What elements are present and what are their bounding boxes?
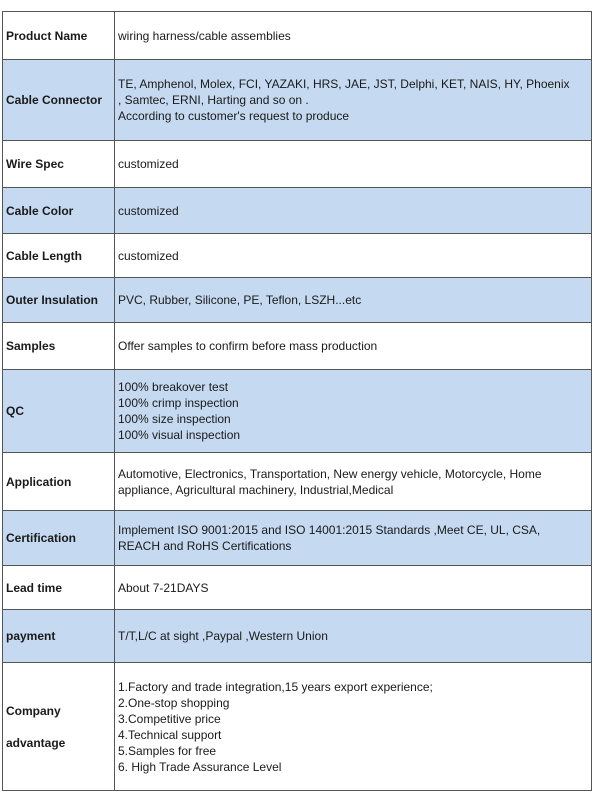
- value-line: 2.One-stop shopping: [118, 695, 230, 710]
- value-line: 4.Technical support: [118, 727, 222, 742]
- value-line: , Samtec, ERNI, Harting and so on .: [118, 93, 309, 107]
- value-line: REACH and RoHS Certifications: [118, 539, 292, 553]
- value-line: 100% crimp inspection: [118, 396, 239, 410]
- value-line: T/T,L/C at sight ,Paypal ,Western Union: [118, 629, 328, 643]
- row-label: Lead time: [3, 566, 115, 610]
- row-value: [115, 12, 592, 60]
- row-label: Wire Spec: [3, 141, 115, 188]
- table-row: [3, 566, 592, 610]
- table-row: [3, 278, 592, 323]
- table-row: [3, 663, 592, 791]
- row-label: QC: [3, 370, 115, 453]
- table-row: [3, 511, 592, 566]
- row-label: payment: [3, 610, 115, 663]
- row-label: Cable Length: [3, 234, 115, 278]
- row-value: [115, 566, 592, 610]
- row-label: Product Name: [3, 12, 115, 60]
- value-line: customized: [118, 203, 179, 218]
- value-line: 6. High Trade Assurance Level: [118, 759, 282, 774]
- value-line: 100% visual inspection: [118, 428, 241, 442]
- value-line: appliance, Agricultural machinery, Industrial,Medical: [118, 482, 394, 497]
- table-row: [3, 453, 592, 511]
- value-line: customized: [118, 157, 179, 171]
- table-row: [3, 60, 592, 141]
- row-label: [3, 663, 115, 791]
- value-line: According to customer's request to produce: [118, 109, 350, 123]
- table-row: [3, 141, 592, 188]
- value-line: TE, Amphenol, Molex, FCI, YAZAKI, HRS, JAE, JST, Delphi, KET, NAIS, HY, Phoenix: [118, 77, 570, 91]
- row-value: [115, 323, 592, 370]
- row-label: Certification: [3, 511, 115, 566]
- value-line: 100% size inspection: [118, 412, 231, 426]
- row-value: [115, 370, 592, 453]
- value-line: wiring harness/cable assemblies: [118, 28, 291, 43]
- row-value: [115, 663, 592, 791]
- row-label: Samples: [3, 323, 115, 370]
- value-line: Implement ISO 9001:2015 and ISO 14001:2015 Standards ,Meet CE, UL, CSA,: [118, 523, 541, 537]
- product-spec-table: [2, 11, 592, 791]
- row-label: Outer Insulation: [3, 278, 115, 323]
- row-value: [115, 141, 592, 188]
- value-line: customized: [118, 248, 179, 263]
- value-line: PVC, Rubber, Silicone, PE, Teflon, LSZH...etc: [118, 293, 362, 307]
- row-label: Cable Color: [3, 188, 115, 234]
- row-value: [115, 610, 592, 663]
- table-row: [3, 370, 592, 453]
- value-line: 1.Factory and trade integration,15 years export experience;: [118, 679, 433, 694]
- value-line: 3.Competitive price: [118, 711, 221, 726]
- row-label-line: advantage: [6, 735, 66, 750]
- row-value: [115, 188, 592, 234]
- row-value: [115, 60, 592, 141]
- table-row: [3, 188, 592, 234]
- table-row: [3, 323, 592, 370]
- row-value: [115, 234, 592, 278]
- row-value: [115, 278, 592, 323]
- table-row: [3, 610, 592, 663]
- value-line: 100% breakover test: [118, 380, 229, 394]
- row-label: Cable Connector: [3, 60, 115, 141]
- value-line: 5.Samples for free: [118, 743, 217, 758]
- row-value: [115, 453, 592, 511]
- value-line: About 7-21DAYS: [118, 580, 209, 595]
- row-label: Application: [3, 453, 115, 511]
- row-label-line: Company: [6, 703, 61, 718]
- value-line: Automotive, Electronics, Transportation, New energy vehicle, Motorcycle, Home: [118, 466, 542, 481]
- row-value: [115, 511, 592, 566]
- table-row: [3, 12, 592, 60]
- value-line: Offer samples to confirm before mass production: [118, 339, 378, 353]
- table-row: [3, 234, 592, 278]
